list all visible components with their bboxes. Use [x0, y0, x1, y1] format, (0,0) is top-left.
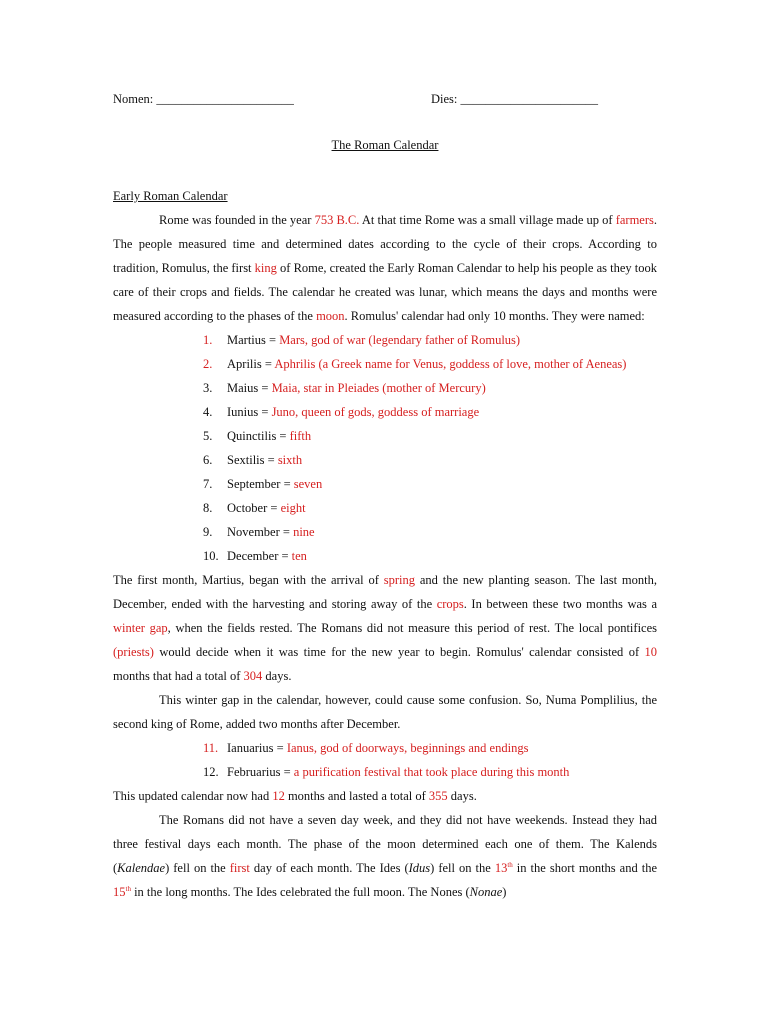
month-number: 11. [203, 741, 219, 755]
highlight-farmers: farmers [615, 213, 654, 227]
month-number: 6. [203, 453, 213, 467]
month-meaning: fifth [289, 429, 312, 443]
month-number: 12. [203, 765, 219, 779]
paragraph-seasons: The first month, Martius, began with the arrival of spring and the new planting season. The last month, December, ended with the harvesting and storing away of the crops. In between these two months was a winter gap, when the fields rested. The Romans did not measure this period of rest. The local pontifices (priests) would decide when it was time for the new year to begin. Romulus' calendar consisted of 10 months that had a total of 304 days. [113, 573, 658, 683]
month-number: 5. [203, 429, 213, 443]
month-name: Iunius = [227, 405, 272, 419]
month-item [113, 448, 657, 472]
dies-field[interactable] [431, 92, 598, 107]
month-item [113, 352, 657, 376]
section-heading: Early Roman Calendar [113, 189, 228, 203]
month-name: October = [227, 501, 281, 515]
month-list [113, 328, 657, 568]
month-meaning: ten [291, 549, 307, 563]
month-meaning: Maia, star in Pleiades (mother of Mercury) [271, 381, 486, 395]
month-name: Maius = [227, 381, 272, 395]
month-item [113, 760, 657, 784]
month-name: Sextilis = [227, 453, 278, 467]
dies-label: Dies: [431, 92, 458, 106]
month-item [113, 544, 657, 568]
paragraph-winter-gap: This winter gap in the calendar, however, could cause some confusion. So, Numa Pomplilius, the second king of Rome, added two months after December. [113, 693, 657, 731]
page-title: The Roman Calendar [331, 138, 439, 152]
paragraph-founding: Rome was founded in the year 753 B.C. At that time Rome was a small village made up of farmers. The people measured time and determined dates according to the cycle of their crops. According to tradition, Romulus, the first king of Rome, created the Early Roman Calendar to help his people as they took care of their crops and fields. The calendar he created was lunar, which means the days and months were measured according to the phases of the moon. Romulus' calendar had only 10 months. They were named: [113, 213, 658, 323]
document-body [113, 184, 657, 904]
dies-blank[interactable]: ______________________ [460, 92, 599, 106]
month-number: 9. [203, 525, 213, 539]
highlight-king: king [254, 261, 277, 275]
month-name: Martius = [227, 333, 280, 347]
month-name: December = [227, 549, 292, 563]
month-meaning: Juno, queen of gods, goddess of marriage [271, 405, 480, 419]
month-number: 4. [203, 405, 213, 419]
month-meaning: Mars, god of war (legendary father of Romulus) [279, 333, 521, 347]
month-number: 2. [203, 357, 213, 371]
month-list-added [113, 736, 657, 784]
month-number: 10. [203, 549, 219, 563]
month-meaning: nine [293, 525, 315, 539]
month-item [113, 376, 657, 400]
month-item [113, 328, 657, 352]
month-item [113, 496, 657, 520]
month-name: Aprilis = [227, 357, 275, 371]
month-name: September = [227, 477, 294, 491]
nomen-label: Nomen: [113, 92, 154, 106]
month-name: Quinctilis = [227, 429, 290, 443]
month-number: 7. [203, 477, 213, 491]
month-meaning: sixth [277, 453, 303, 467]
month-name: Ianuarius = [227, 741, 287, 755]
month-item [113, 520, 657, 544]
paragraph-updated: This updated calendar now had 12 months and lasted a total of 355 days. [113, 789, 477, 803]
highlight-moon: moon [316, 309, 345, 323]
month-item [113, 400, 657, 424]
month-item [113, 472, 657, 496]
month-meaning: Ianus, god of doorways, beginnings and endings [286, 741, 529, 755]
paragraph-festivals: The Romans did not have a seven day week, and they did not have weekends. Instead they had three festival days each month. The phase of the moon determined each one of them. The Kalends (Kalendae) fell on the first day of each month. The Ides (Idus) fell on the 13th in the short months and the 15th in the long months. The Ides celebrated the full moon. The Nones (Nonae) [113, 813, 658, 899]
month-number: 1. [203, 333, 213, 347]
month-item [113, 736, 657, 760]
nomen-field[interactable] [113, 92, 294, 107]
month-number: 8. [203, 501, 213, 515]
month-meaning: seven [293, 477, 323, 491]
nomen-blank[interactable]: ______________________ [156, 92, 294, 106]
highlight-year: 753 B.C. [314, 213, 360, 227]
month-meaning: a purification festival that took place during this month [293, 765, 570, 779]
month-meaning: eight [280, 501, 306, 515]
month-name: Februarius = [227, 765, 294, 779]
month-number: 3. [203, 381, 213, 395]
name-date-header [113, 92, 653, 110]
month-name: November = [227, 525, 294, 539]
month-meaning: Aphrilis (a Greek name for Venus, goddess of love, mother of Aeneas) [274, 357, 627, 371]
month-item [113, 424, 657, 448]
